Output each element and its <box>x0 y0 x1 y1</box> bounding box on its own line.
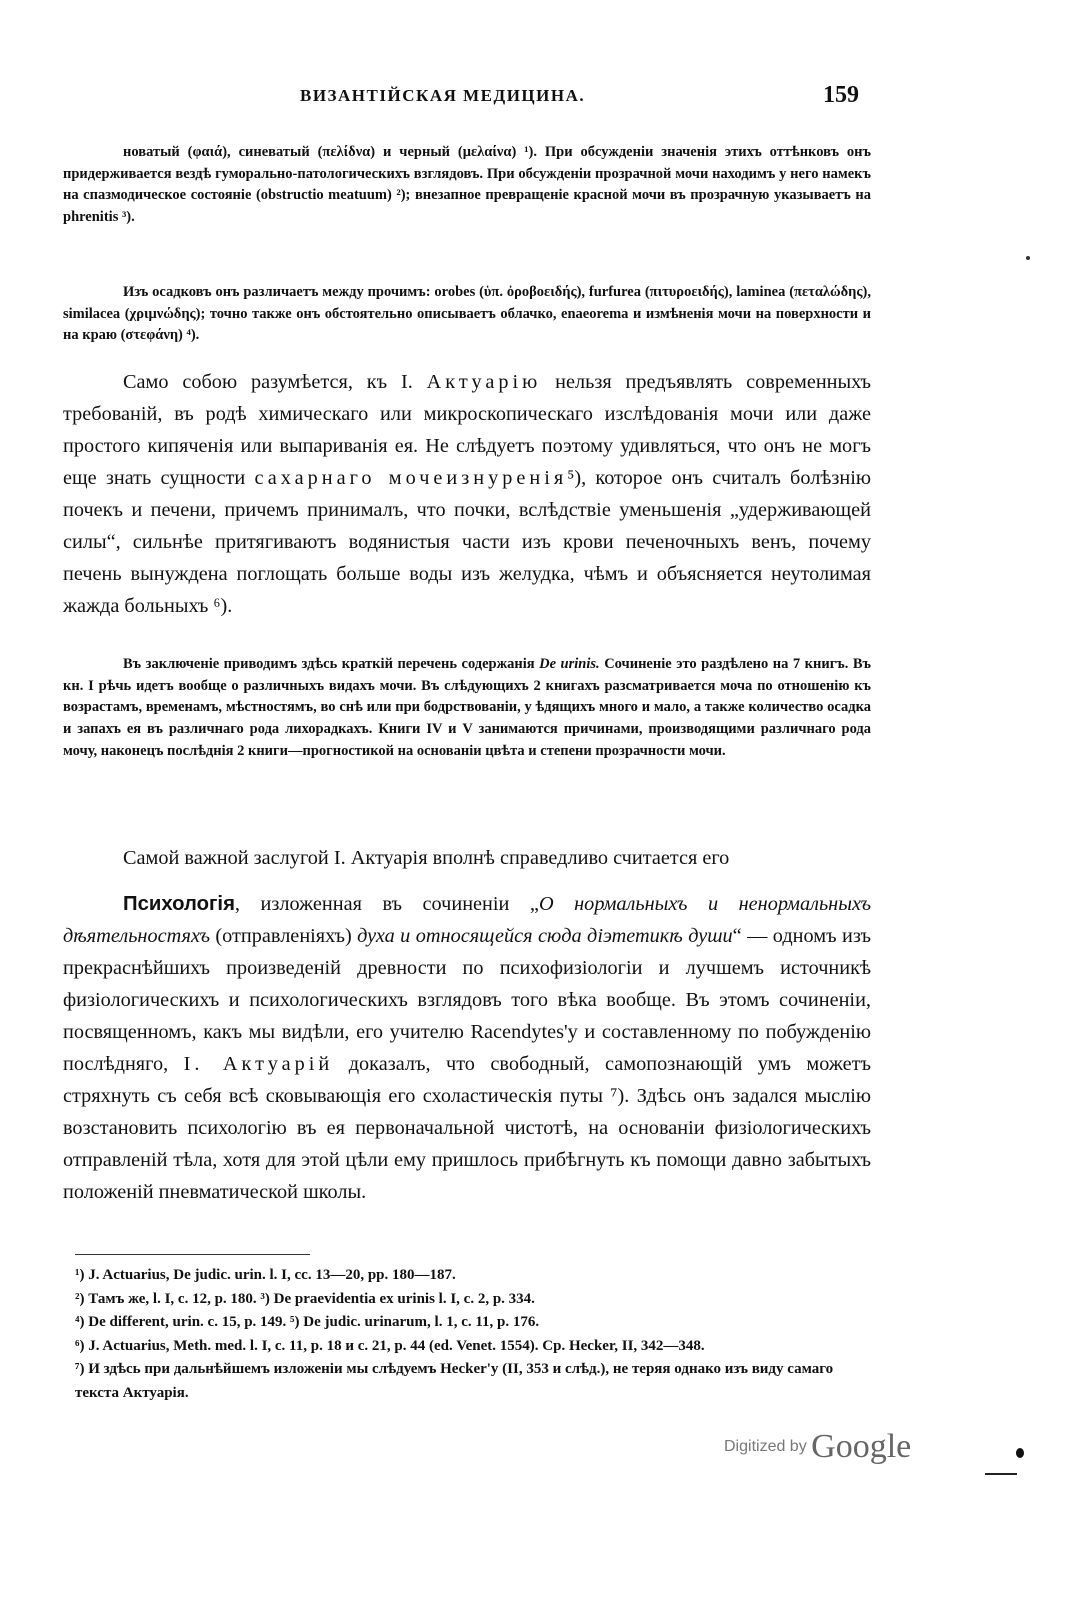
p3-text-1: Само собою разумѣется, къ І. <box>123 371 413 393</box>
paragraph-urine-colors: новатый (φαιά), синеватый (πελίδνα) и черный (μελαίνα) ¹). При обсужденіи значенія этихъ оттѣнковъ онъ придерживается вездѣ гуморально-патологическихъ взглядовъ. При обсужденіи прозрачной мочи находимъ у него намекъ на спазмодическое состояніе (obstructio meatuum) ²); внезапное превращеніе красной мочи въ прозрачную указываетъ на phrenitis ³). <box>63 144 871 226</box>
paragraph-psychology <box>63 888 871 1208</box>
paragraph-main-merit: Самой важной заслугой І. Актуарія вполнѣ справедливо считается его <box>123 847 730 869</box>
paragraph-sediments: Изъ осадковъ онъ различаетъ между прочимъ: orobes (ὑπ. ὀροβοειδής), furfurea (πιτυροειδής), laminea (πεταλώδης), similacea (χριμνώδης); точно также онъ обстоятельно описываетъ облачко, enaeorema и измѣненія мочи на поверхности и на краю (στεφάνη) ⁴). <box>63 284 871 344</box>
paragraph-actuarius-limits <box>63 366 871 622</box>
watermark-prefix: Digitized by <box>724 1438 807 1455</box>
running-header: ВИЗАНТІЙСКАЯ МЕДИЦИНА. <box>300 86 586 105</box>
footnote-1: ¹) J. Actuarius, De judic. urin. l. I, cc. 13—20, pp. 180—187. <box>75 1267 456 1283</box>
section-head-psychology: Психологія <box>123 893 235 915</box>
margin-dash-mark <box>985 1473 1017 1475</box>
p3-term-diabetes: сахарнаго мочеизнуренія <box>254 467 568 489</box>
margin-ink-dot <box>1016 1448 1024 1458</box>
p6-text-4: доказалъ, что свободный, самопознающій умъ можетъ стряхнуть съ себя всѣ сковывающія его схоластическія путы ⁷). Здѣсь онъ задался мыслію возстановить психологію въ ея первоначальной чистотѣ, на основаніи физіологическихъ отправленій тѣла, хотя для этой цѣли ему пришлось прибѣгнуть къ помощи давно забытыхъ положеній пневматической школы. <box>63 1053 872 1203</box>
footnotes <box>75 1264 865 1405</box>
p6-author-name: І. Актуарій <box>183 1053 334 1075</box>
watermark-brand: Google <box>811 1428 912 1465</box>
p3-text-3: ⁵), которое онъ считалъ болѣзнію почекъ и печени, причемъ принималъ, что почки, вслѣдствіе уменьшенія „удерживающей силы“, сильнѣе притягиваютъ водянистыя части изъ крови печеночныхъ венъ, почему печень вынуждена поглощать больше воды изъ желудка, чѣмъ и объясняется неутолимая жажда больныхъ ⁶). <box>63 467 871 617</box>
footnote-4-5: ⁴) De different, urin. c. 15, p. 149. ⁵) De judic. urinarum, l. 1, c. 11, p. 176. <box>75 1314 540 1330</box>
footnote-6: ⁶) J. Actuarius, Meth. med. l. I, c. 11, p. 18 и c. 21, p. 44 (ed. Venet. 1554). Cp. Hecker, II, 342—348. <box>75 1337 705 1354</box>
footnote-rule <box>75 1254 310 1255</box>
p6-text-2: (отправленіяхъ) <box>209 925 358 947</box>
page-number: 159 <box>823 82 859 108</box>
p6-text-3: “ — одномъ изъ прекраснѣйшихъ произведеній древности по психофизіологіи и лучшемъ источникѣ физіологическихъ и психологическихъ взглядовъ того вѣка вообще. Въ этомъ сочиненіи, посвященномъ, какъ мы видѣли, его учителю Racendytes'у и составленному по побужденію послѣдняго, <box>63 925 872 1075</box>
footnote-7: ⁷) И здѣсь при дальнѣйшемъ изложеніи мы слѣдуемъ Hecker'у (II, 353 и слѣд.), не теряя однако изъ виду самаго текста Актуарія. <box>75 1361 834 1401</box>
p6-text-1: , изложенная въ сочиненіи „ <box>234 893 539 915</box>
p4-work-title: De urinis. <box>539 656 600 672</box>
margin-speck <box>1026 256 1030 260</box>
google-watermark <box>724 1428 911 1466</box>
p3-author-name: Актуарію <box>426 371 542 393</box>
paragraph-de-urinis-contents <box>63 654 871 763</box>
p6-title-2: духа и относящейся сюда діэтетикѣ души <box>357 925 733 947</box>
footnote-2-3: ²) Тамъ же, l. I, c. 12, p. 180. ³) De praevidentia ex urinis l. I, c. 2, p. 334. <box>75 1290 535 1307</box>
p3-text-2: нельзя предъявлять современныхъ требованій, въ родѣ химическаго или микроскопическаго изслѣдованія мочи или даже простого кипяченія или выпариванія ея. Не слѣдуетъ поэтому удивляться, что онъ не могъ еще знать сущности <box>63 371 872 489</box>
p4-text-2: Сочиненіе это раздѣлено на 7 книгъ. Въ кн. I рѣчь идетъ вообще о различныхъ видахъ мочи. Въ слѣдующихъ 2 книгахъ разсматривается моча по отношенію къ возрастамъ, временамъ, мѣстностямъ, во снѣ или при бодрствованіи, у ѣдящихъ много и мало, а также количество осадка и запахъ ея въ различнаго рода лихорадкахъ. Книги IV и V занимаются причинами, производящими различнаго рода мочу, наконецъ послѣднія 2 книги—прогностикой на основаніи цвѣта и степени прозрачности мочи. <box>63 656 872 759</box>
p6-title-1: О нормальныхъ и ненормальныхъ дѣятельностяхъ <box>63 893 871 947</box>
p4-text-1: Въ заключеніе приводимъ здѣсь краткій перечень содержанія <box>123 656 535 672</box>
